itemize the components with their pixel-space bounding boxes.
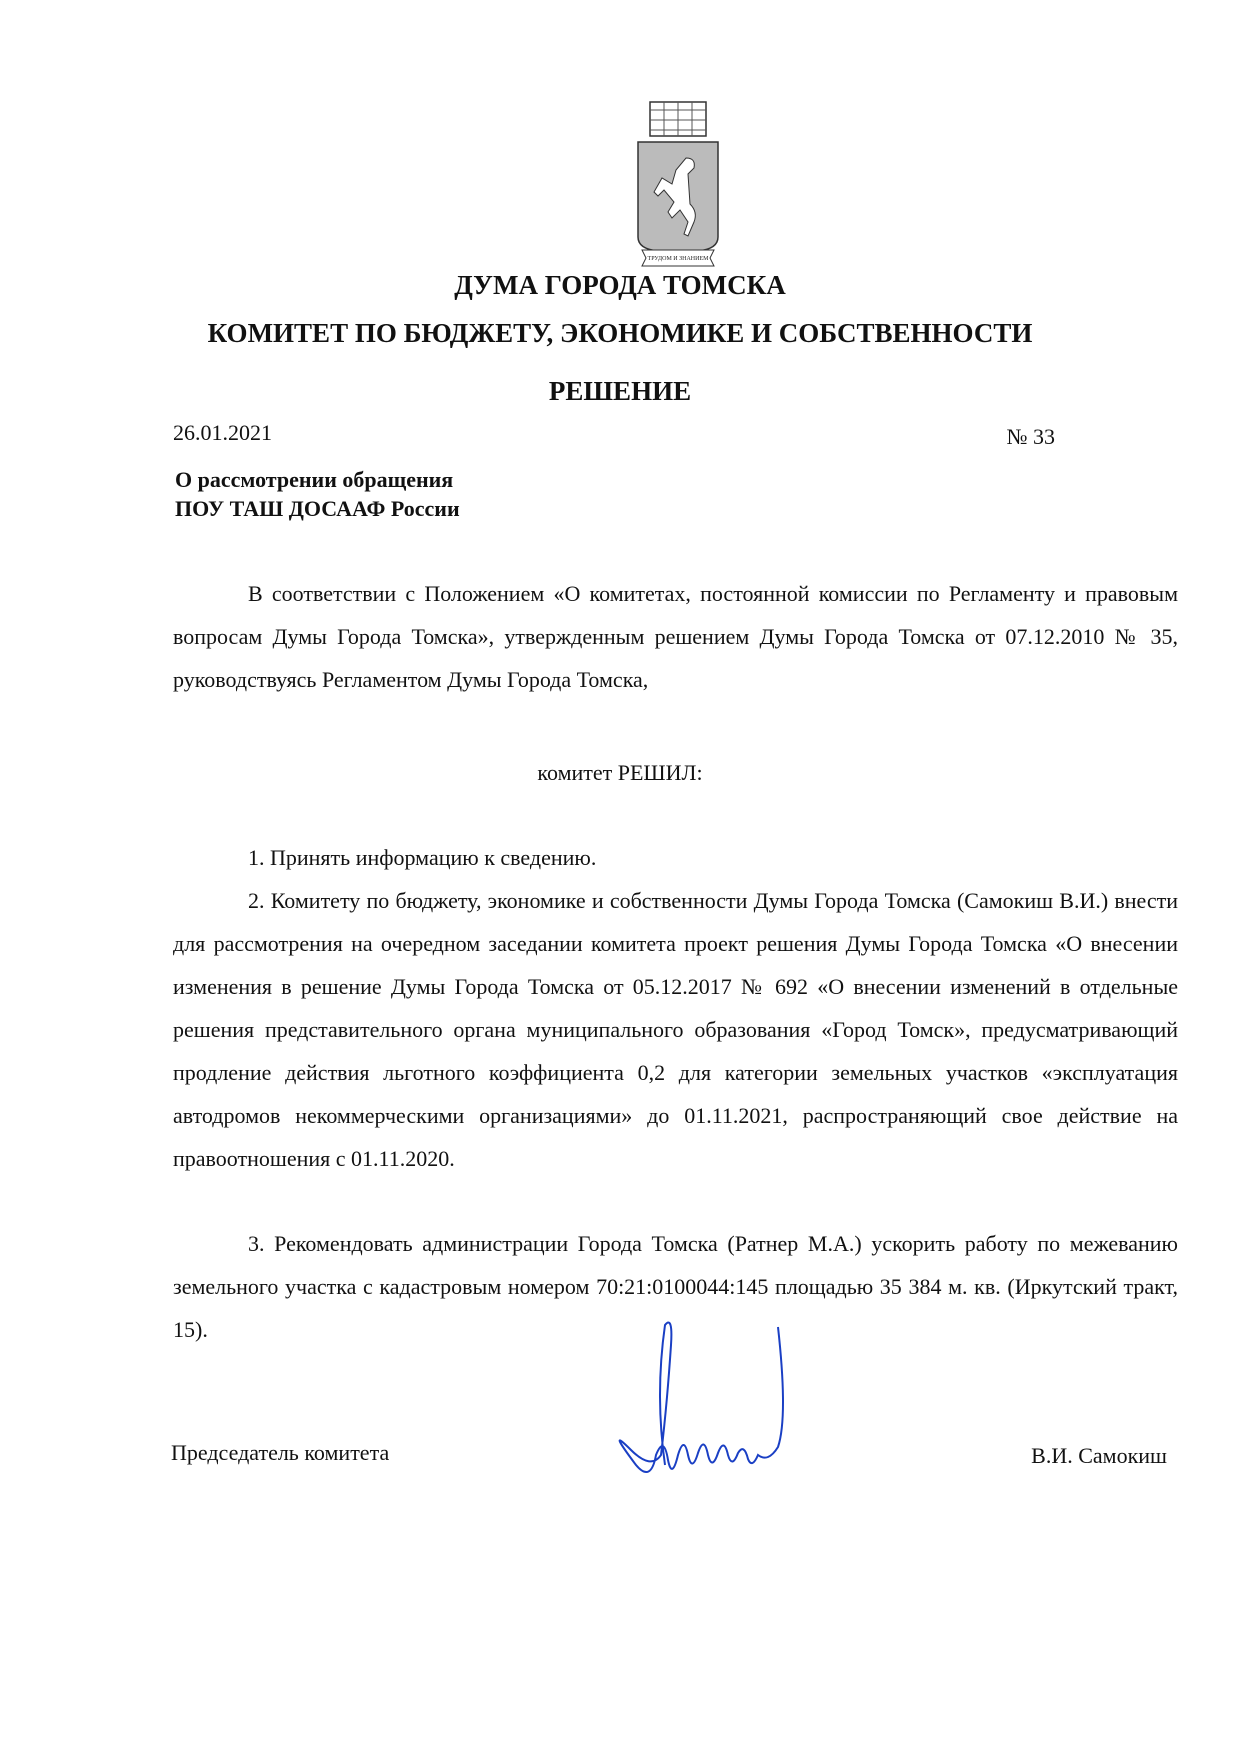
committee-title: КОМИТЕТ ПО БЮДЖЕТУ, ЭКОНОМИКЕ И СОБСТВЕННОСТИ bbox=[207, 318, 1033, 348]
item-1: 1. Принять информацию к сведению. bbox=[248, 845, 597, 870]
subject-line-1: О рассмотрении обращения bbox=[175, 467, 454, 492]
document-number: № 33 bbox=[1006, 424, 1055, 449]
signatory-name: В.И. Самокиш bbox=[1031, 1443, 1167, 1468]
crest-ribbon-text: ТРУДОМ И ЗНАНИЕМ bbox=[647, 256, 709, 262]
item-2: 2. Комитету по бюджету, экономике и собственности Думы Города Томска (Самокиш В.И.) внести для рассмотрения на очередном заседании комитета проект решения Думы Города Томска «О внесении изменения в решение Думы Города Томска от 05.12.2017 № 692 «О внесении изменений в отдельные решения представительного органа муниципального образования «Город Томск», предусматривающий продление действия льготного коэффициента 0,2 для категории земельных участков «эксплуатация автодромов некоммерческими организациями» до 01.11.2021, распространяющий свое действие на правоотношения с 01.11.2020. bbox=[173, 888, 1178, 1171]
signatory-position: Председатель комитета bbox=[171, 1440, 390, 1465]
preamble: В соответствии с Положением «О комитетах, постоянной комиссии по Регламенту и правовым вопросам Думы Города Томска», утвержденным решением Думы Города Томска от 07.12.2010 № 35, руководствуясь Регламентом Думы Города Томска, bbox=[173, 581, 1178, 692]
document-type: РЕШЕНИЕ bbox=[548, 376, 692, 406]
document-date: 26.01.2021 bbox=[173, 420, 272, 445]
subject bbox=[175, 465, 460, 523]
org-title: ДУМА ГОРОДА ТОМСКА bbox=[454, 270, 786, 300]
handwritten-signature bbox=[605, 1315, 840, 1480]
crown-icon bbox=[650, 102, 706, 136]
coat-of-arms-logo bbox=[628, 100, 728, 270]
subject-line-2: ПОУ ТАШ ДОСААФ России bbox=[175, 496, 460, 521]
resolved-heading: комитет РЕШИЛ: bbox=[537, 760, 703, 785]
item-3: 3. Рекомендовать администрации Города Томска (Ратнер М.А.) ускорить работу по межеванию земельного участка с кадастровым номером 70:21:0100044:145 площадью 35 384 м. кв. (Иркутский тракт, 15). bbox=[173, 1231, 1178, 1342]
